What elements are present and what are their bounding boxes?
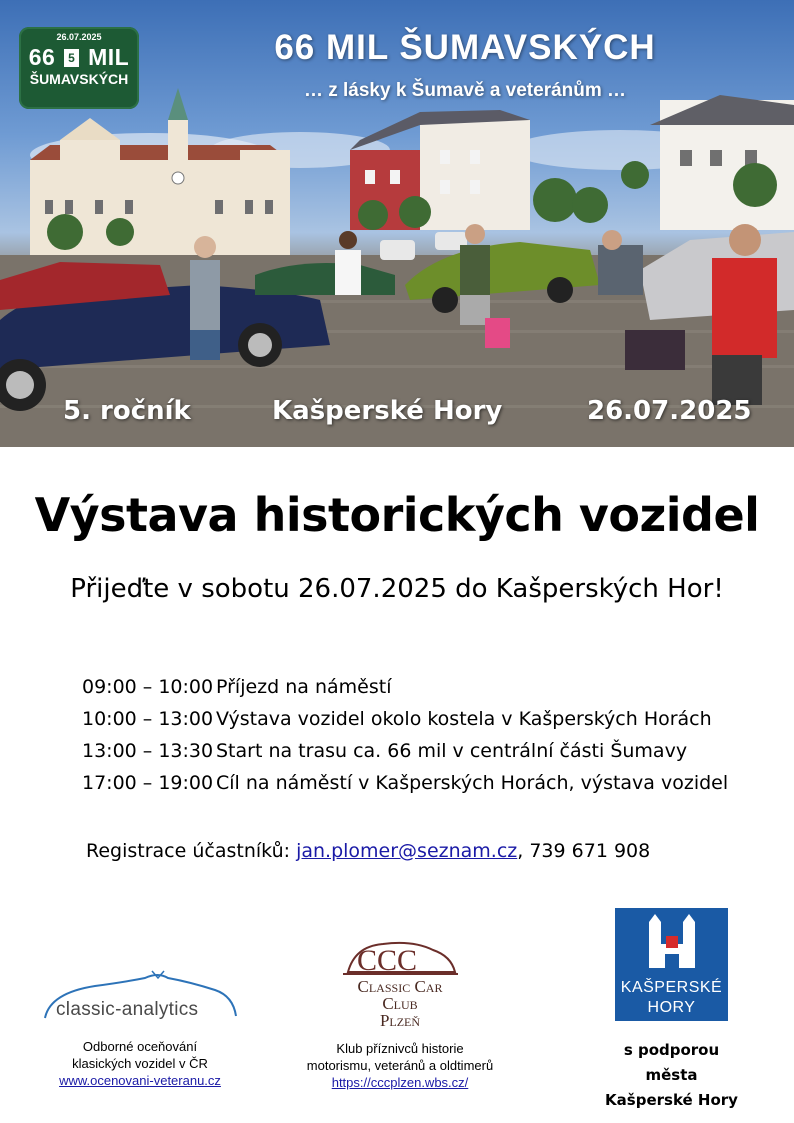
- classic-analytics-logo-text: classic-analytics: [56, 999, 199, 1020]
- logo-date: 26.07.2025: [56, 32, 102, 42]
- kasperske-hory-logo: [615, 908, 728, 1021]
- logo-edition-box: 5: [64, 49, 79, 67]
- schedule-row: [82, 708, 728, 740]
- ccc-car-emblem-icon: [343, 938, 458, 978]
- ccc-info: [280, 1040, 520, 1091]
- page-title: Výstava historických vozidel: [34, 488, 760, 542]
- schedule-time: 10:00 – 13:00: [82, 708, 214, 730]
- logo-name: ŠUMAVSKÝCH: [29, 71, 129, 87]
- town-support-text: [600, 1038, 743, 1113]
- kh-logo-line2: HORY: [647, 999, 696, 1016]
- schedule-text: Start na trasu ca. 66 mil v centrální části Šumavy: [216, 740, 688, 762]
- classic-analytics-line1: Odborné oceňování: [82, 1039, 198, 1054]
- registration-line: [86, 840, 650, 862]
- schedule-time: 09:00 – 10:00: [82, 676, 214, 698]
- ccc-logo-text: [320, 978, 480, 1029]
- ccc-line1: Klub příznivců historie: [336, 1041, 464, 1056]
- event-subtitle: … z lásky k Šumavě a veteránům …: [303, 80, 627, 101]
- ccc-logo-line2: Club: [382, 994, 418, 1013]
- classic-analytics-info: [35, 1038, 245, 1089]
- town-towers-icon: [645, 914, 699, 970]
- ccc-logo-line1: Classic Car: [357, 977, 443, 996]
- kh-logo-line1: KAŠPERSKÉ: [620, 979, 723, 996]
- 66-mil-logo: [19, 27, 139, 109]
- ccc-logo-line3: Plzeň: [379, 1011, 421, 1030]
- schedule-row: [82, 772, 728, 804]
- schedule-text: Výstava vozidel okolo kostela v Kašperských Horách: [216, 708, 712, 730]
- schedule-text: Cíl na náměstí v Kašperských Horách, výstava vozidel: [216, 772, 729, 794]
- edition-label: 5. ročník: [63, 396, 191, 426]
- place-label: Kašperské Hory: [272, 396, 503, 426]
- schedule-row: [82, 740, 728, 772]
- town-support-line1: s podporou města: [623, 1041, 720, 1084]
- classic-analytics-link[interactable]: www.ocenovani-veteranu.cz: [59, 1073, 221, 1088]
- town-support-line2: Kašperské Hory: [605, 1091, 738, 1109]
- svg-text:CCC: CCC: [357, 944, 418, 977]
- classic-analytics-line2: klasických vozidel v ČR: [72, 1056, 208, 1071]
- kasperske-hory-logo-text: [615, 978, 728, 1018]
- invitation-line: Přijeďte v sobotu 26.07.2025 do Kašperských Hor!: [70, 574, 724, 604]
- logo-main-line: [19, 44, 139, 71]
- registration-email-link[interactable]: jan.plomer@seznam.cz: [296, 840, 518, 862]
- schedule-text: Příjezd na náměstí: [216, 676, 392, 698]
- schedule: [82, 676, 728, 804]
- logo-number: 66: [28, 44, 56, 70]
- schedule-time: 13:00 – 13:30: [82, 740, 214, 762]
- logo-mil: MIL: [88, 44, 130, 70]
- registration-phone: , 739 671 908: [517, 840, 651, 862]
- schedule-row: [82, 676, 728, 708]
- event-title: 66 MIL ŠUMAVSKÝCH: [274, 28, 656, 67]
- registration-label: Registrace účastníků:: [86, 840, 297, 862]
- date-label: 26.07.2025: [587, 396, 752, 426]
- hero-photo: [0, 0, 794, 447]
- ccc-link[interactable]: https://cccplzen.wbs.cz/: [331, 1075, 469, 1090]
- ccc-line2: motorismu, veteránů a oldtimerů: [306, 1058, 494, 1073]
- schedule-time: 17:00 – 19:00: [82, 772, 214, 794]
